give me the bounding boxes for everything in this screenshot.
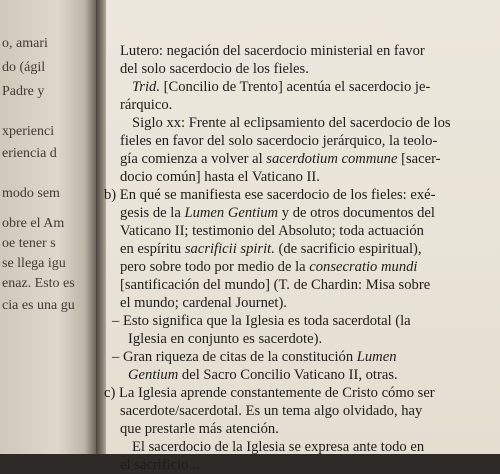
body-text-line — [132, 78, 430, 96]
text-run: Siglo xx: Frente al eclipsamiento del sacerdocio de los — [132, 115, 451, 131]
body-text-line — [112, 312, 411, 330]
left-page-text-fragment: cia es una gu — [2, 298, 75, 313]
right-page — [104, 0, 500, 473]
text-run: que prestarle más atención. — [120, 421, 279, 437]
body-text-line — [120, 222, 424, 240]
body-text-line — [104, 186, 435, 204]
left-page-text-fragment: enaz. Esto es — [2, 276, 75, 291]
text-run: Vaticano II; testimonio del Absoluto; toda actuación — [120, 223, 424, 239]
left-page-text-fragment: o, amari — [2, 36, 48, 51]
italic-text-run: Trid. — [132, 79, 160, 95]
body-text-line — [120, 204, 435, 222]
text-run: y de otros documentos del — [278, 205, 435, 221]
text-run: docio común] hasta el Vaticano II. — [120, 169, 320, 185]
left-page-text-fragment: do (ágil — [2, 60, 46, 75]
text-run: [sacer- — [397, 151, 441, 167]
body-text-line — [120, 240, 422, 258]
italic-text-run: consecratio mundi — [309, 259, 418, 275]
text-run: – Esto significa que la Iglesia es toda sacerdotal (la — [112, 313, 411, 329]
italic-text-run: sacerdotium commune — [266, 151, 398, 167]
text-run: pero sobre todo por medio de la — [120, 259, 310, 275]
text-run: el sacrificio... — [120, 457, 200, 473]
text-run: Lutero: negación del sacerdocio ministerial en favor — [120, 43, 425, 59]
left-page — [0, 0, 96, 454]
body-text-line — [120, 96, 172, 114]
body-text-line — [132, 114, 451, 132]
text-run: fieles en favor del solo sacerdocio jerárquico, la teolo- — [120, 133, 438, 149]
text-run: (de sacrificio espiritual), — [274, 241, 422, 257]
body-text-line — [120, 402, 422, 420]
text-run: en espíritu — [120, 241, 185, 257]
left-page-text-fragment: oe tener s — [2, 236, 56, 251]
body-text-line — [120, 132, 437, 150]
text-run: c) La Iglesia aprende constantemente de Cristo cómo ser — [104, 385, 435, 401]
text-run: [Concilio de Trento] acentúa el sacerdocio je- — [160, 79, 431, 95]
text-run: El sacerdocio de la Iglesia se expresa ante todo en — [132, 439, 425, 455]
body-text-line — [132, 438, 424, 456]
text-run: b) En qué se manifiesta ese sacerdocio de los fieles: exé- — [104, 187, 436, 203]
body-text-line — [120, 168, 320, 186]
body-text-line — [120, 456, 199, 474]
body-text-line — [120, 294, 287, 312]
italic-text-run: Lumen Gentium — [184, 205, 279, 221]
body-text-line — [104, 384, 435, 402]
body-text-line — [120, 420, 279, 438]
body-text-line — [128, 366, 398, 384]
left-page-text-fragment: Padre y — [2, 84, 45, 99]
text-run: del Sacro Concilio Vaticano II, otras. — [178, 367, 398, 383]
body-text-line — [120, 258, 418, 276]
body-text-line — [112, 348, 397, 366]
text-run: rárquico. — [120, 97, 173, 113]
italic-text-run: Lumen — [356, 349, 397, 365]
body-text-line — [120, 150, 441, 168]
text-run: el mundo; cardenal Journet). — [120, 295, 287, 311]
body-text-line — [120, 42, 425, 60]
italic-text-run: sacrificii spirit. — [184, 241, 275, 257]
left-page-text-fragment: xperienci — [2, 124, 55, 139]
left-page-text-fragment: obre el Am — [2, 216, 65, 231]
body-text-line — [120, 276, 430, 294]
text-run: gía comienza a volver al — [120, 151, 267, 167]
text-run: Iglesia en conjunto es sacerdote). — [128, 331, 323, 347]
italic-text-run: Gentium — [128, 367, 179, 383]
left-page-text-fragment: eriencia d — [2, 146, 57, 161]
text-run: sacerdote/sacerdotal. Es un tema algo olvidado, hay — [120, 403, 423, 419]
body-text-line — [120, 60, 309, 78]
text-run: [santificación del mundo] (T. de Chardin: Misa sobre — [120, 277, 431, 293]
text-run: gesis de la — [120, 205, 185, 221]
text-run: – Gran riqueza de citas de la constitución — [112, 349, 357, 365]
text-run: del solo sacerdocio de los fieles. — [120, 61, 309, 77]
left-page-text-fragment: se llega igu — [2, 256, 66, 271]
left-page-text-fragment: modo sem — [2, 186, 60, 201]
body-text-line — [128, 330, 322, 348]
